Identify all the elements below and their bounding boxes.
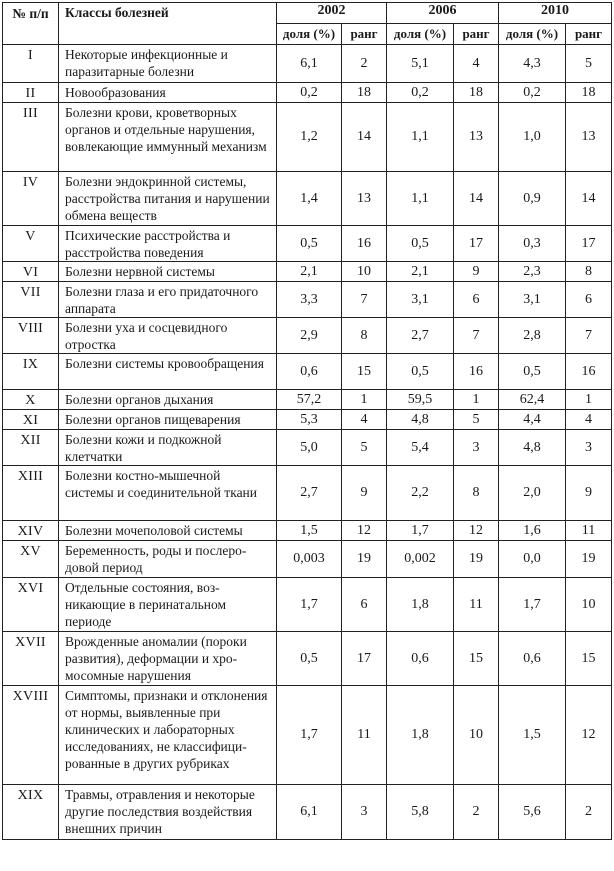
share-2006: 59,5 — [387, 390, 454, 410]
share-2010: 1,7 — [499, 578, 566, 632]
disease-class-name: Болезни уха и сосцевидного отростка — [59, 318, 277, 354]
disease-class-name: Болезни крови, кроветворных органов и отдельные нарушения, вовлекающие иммунный механизм — [59, 103, 277, 172]
table-row — [3, 354, 612, 390]
row-number: X — [3, 390, 59, 410]
rank-2010: 16 — [566, 354, 612, 390]
table-row — [3, 390, 612, 410]
header-row-years — [3, 3, 612, 24]
disease-class-name: Психические расстройства и расстройства поведения — [59, 226, 277, 262]
rank-2010: 2 — [566, 785, 612, 840]
table-row — [3, 226, 612, 262]
disease-class-name: Болезни нервной системы — [59, 262, 277, 282]
header-share-2002: доля (%) — [277, 24, 342, 45]
share-2010: 0,2 — [499, 83, 566, 103]
rank-2002: 4 — [342, 410, 387, 430]
rank-2010: 11 — [566, 521, 612, 541]
share-2010: 1,6 — [499, 521, 566, 541]
table-row — [3, 103, 612, 172]
rank-2002: 10 — [342, 262, 387, 282]
rank-2002: 6 — [342, 578, 387, 632]
share-2002: 57,2 — [277, 390, 342, 410]
rank-2010: 18 — [566, 83, 612, 103]
share-2006: 4,8 — [387, 410, 454, 430]
rank-2002: 5 — [342, 430, 387, 466]
rank-2006: 12 — [454, 521, 499, 541]
rank-2006: 2 — [454, 785, 499, 840]
disease-class-name: Болезни органов дыхания — [59, 390, 277, 410]
disease-class-name: Некоторые инфекционные и паразитарные болезни — [59, 45, 277, 83]
rank-2002: 12 — [342, 521, 387, 541]
rank-2006: 1 — [454, 390, 499, 410]
table-row — [3, 578, 612, 632]
row-number: VIII — [3, 318, 59, 354]
rank-2002: 9 — [342, 466, 387, 521]
rank-2006: 17 — [454, 226, 499, 262]
rank-2006: 5 — [454, 410, 499, 430]
share-2002: 0,5 — [277, 632, 342, 686]
share-2006: 1,1 — [387, 103, 454, 172]
row-number: I — [3, 45, 59, 83]
share-2002: 0,6 — [277, 354, 342, 390]
table-row — [3, 410, 612, 430]
rank-2002: 3 — [342, 785, 387, 840]
share-2006: 2,7 — [387, 318, 454, 354]
table-row — [3, 541, 612, 578]
row-number: IX — [3, 354, 59, 390]
share-2002: 1,4 — [277, 172, 342, 226]
share-2010: 2,0 — [499, 466, 566, 521]
row-number: II — [3, 83, 59, 103]
row-number: XIX — [3, 785, 59, 840]
rank-2002: 15 — [342, 354, 387, 390]
disease-class-name: Симптомы, признаки и отклонения от нормы, выявленные при клинических и лабораторных исследованиях, не классифицированные в других рубриках — [59, 686, 277, 785]
disease-class-name: Болезни системы кровообращения — [59, 354, 277, 390]
share-2006: 1,8 — [387, 686, 454, 785]
header-share-2010: доля (%) — [499, 24, 566, 45]
share-2010: 62,4 — [499, 390, 566, 410]
header-rank-2006: ранг — [454, 24, 499, 45]
disease-class-name: Болезни эндокринной системы, расстройства питания и нарушении обмена веществ — [59, 172, 277, 226]
table-body — [3, 45, 612, 840]
disease-class-name: Болезни органов пищеварения — [59, 410, 277, 430]
row-number: III — [3, 103, 59, 172]
row-number: VI — [3, 262, 59, 282]
share-2002: 0,003 — [277, 541, 342, 578]
header-rank-2010: ранг — [566, 24, 612, 45]
share-2002: 0,2 — [277, 83, 342, 103]
rank-2010: 5 — [566, 45, 612, 83]
rank-2010: 14 — [566, 172, 612, 226]
rank-2010: 6 — [566, 282, 612, 318]
rank-2002: 11 — [342, 686, 387, 785]
row-number: IV — [3, 172, 59, 226]
row-number: XII — [3, 430, 59, 466]
share-2010: 5,6 — [499, 785, 566, 840]
share-2010: 4,4 — [499, 410, 566, 430]
row-number: XVI — [3, 578, 59, 632]
rank-2006: 6 — [454, 282, 499, 318]
row-number: XIV — [3, 521, 59, 541]
disease-class-name: Болезни мочеполовой системы — [59, 521, 277, 541]
rank-2010: 10 — [566, 578, 612, 632]
header-rank-2002: ранг — [342, 24, 387, 45]
disease-class-name: Отдельные состояния, возникающие в перинатальном периоде — [59, 578, 277, 632]
share-2002: 2,7 — [277, 466, 342, 521]
share-2006: 1,1 — [387, 172, 454, 226]
header-year-2010: 2010 — [499, 3, 612, 24]
header-num: № п/п — [3, 3, 59, 45]
rank-2006: 14 — [454, 172, 499, 226]
rank-2010: 3 — [566, 430, 612, 466]
share-2010: 4,8 — [499, 430, 566, 466]
table-row — [3, 632, 612, 686]
share-2006: 0,6 — [387, 632, 454, 686]
share-2010: 0,9 — [499, 172, 566, 226]
share-2002: 6,1 — [277, 45, 342, 83]
row-number: V — [3, 226, 59, 262]
rank-2002: 7 — [342, 282, 387, 318]
rank-2006: 10 — [454, 686, 499, 785]
disease-class-name: Новообразования — [59, 83, 277, 103]
share-2002: 5,0 — [277, 430, 342, 466]
rank-2006: 8 — [454, 466, 499, 521]
share-2010: 2,8 — [499, 318, 566, 354]
share-2002: 2,1 — [277, 262, 342, 282]
share-2002: 5,3 — [277, 410, 342, 430]
share-2010: 2,3 — [499, 262, 566, 282]
rank-2010: 15 — [566, 632, 612, 686]
rank-2002: 18 — [342, 83, 387, 103]
share-2010: 0,3 — [499, 226, 566, 262]
rank-2010: 8 — [566, 262, 612, 282]
share-2002: 1,2 — [277, 103, 342, 172]
share-2006: 5,8 — [387, 785, 454, 840]
share-2010: 0,0 — [499, 541, 566, 578]
rank-2010: 19 — [566, 541, 612, 578]
rank-2010: 1 — [566, 390, 612, 410]
share-2010: 0,6 — [499, 632, 566, 686]
share-2010: 1,5 — [499, 686, 566, 785]
disease-class-name: Болезни костно-мышечной системы и соединительной ткани — [59, 466, 277, 521]
share-2006: 1,7 — [387, 521, 454, 541]
table-row — [3, 318, 612, 354]
share-2006: 0,002 — [387, 541, 454, 578]
share-2006: 0,5 — [387, 226, 454, 262]
row-number: XV — [3, 541, 59, 578]
disease-class-name: Беременность, роды и послеродовой период — [59, 541, 277, 578]
share-2010: 0,5 — [499, 354, 566, 390]
share-2002: 1,7 — [277, 686, 342, 785]
disease-class-name: Врожденные аномалии (пороки развития), деформации и хромосомные нарушения — [59, 632, 277, 686]
share-2006: 5,1 — [387, 45, 454, 83]
share-2010: 1,0 — [499, 103, 566, 172]
header-share-2006: доля (%) — [387, 24, 454, 45]
share-2002: 6,1 — [277, 785, 342, 840]
share-2002: 3,3 — [277, 282, 342, 318]
share-2002: 1,7 — [277, 578, 342, 632]
rank-2010: 9 — [566, 466, 612, 521]
rank-2006: 4 — [454, 45, 499, 83]
rank-2002: 19 — [342, 541, 387, 578]
rank-2002: 2 — [342, 45, 387, 83]
header-classes: Классы болезней — [59, 3, 277, 45]
share-2002: 2,9 — [277, 318, 342, 354]
rank-2010: 4 — [566, 410, 612, 430]
rank-2010: 13 — [566, 103, 612, 172]
disease-class-name: Болезни кожи и подкожной клетчатки — [59, 430, 277, 466]
table-row — [3, 466, 612, 521]
share-2010: 3,1 — [499, 282, 566, 318]
share-2002: 1,5 — [277, 521, 342, 541]
rank-2010: 12 — [566, 686, 612, 785]
rank-2006: 16 — [454, 354, 499, 390]
disease-class-name: Болезни глаза и его придаточного аппарата — [59, 282, 277, 318]
share-2006: 2,1 — [387, 262, 454, 282]
rank-2010: 7 — [566, 318, 612, 354]
row-number: XI — [3, 410, 59, 430]
table-row — [3, 172, 612, 226]
share-2010: 4,3 — [499, 45, 566, 83]
disease-class-name: Травмы, отравления и некоторые другие последствия воздействия внешних причин — [59, 785, 277, 840]
share-2006: 3,1 — [387, 282, 454, 318]
share-2002: 0,5 — [277, 226, 342, 262]
rank-2010: 17 — [566, 226, 612, 262]
row-number: XIII — [3, 466, 59, 521]
table-row — [3, 521, 612, 541]
rank-2002: 1 — [342, 390, 387, 410]
row-number: VII — [3, 282, 59, 318]
rank-2006: 11 — [454, 578, 499, 632]
rank-2006: 3 — [454, 430, 499, 466]
table-row — [3, 686, 612, 785]
share-2006: 5,4 — [387, 430, 454, 466]
row-number: XVIII — [3, 686, 59, 785]
rank-2002: 8 — [342, 318, 387, 354]
table-row — [3, 430, 612, 466]
table-row — [3, 282, 612, 318]
rank-2006: 15 — [454, 632, 499, 686]
rank-2006: 19 — [454, 541, 499, 578]
rank-2006: 9 — [454, 262, 499, 282]
table-row — [3, 45, 612, 83]
rank-2006: 13 — [454, 103, 499, 172]
row-number: XVII — [3, 632, 59, 686]
rank-2002: 17 — [342, 632, 387, 686]
disease-classes-table — [2, 2, 612, 840]
rank-2006: 7 — [454, 318, 499, 354]
table-row — [3, 262, 612, 282]
header-year-2006: 2006 — [387, 3, 499, 24]
rank-2006: 18 — [454, 83, 499, 103]
share-2006: 2,2 — [387, 466, 454, 521]
rank-2002: 13 — [342, 172, 387, 226]
rank-2002: 14 — [342, 103, 387, 172]
share-2006: 0,2 — [387, 83, 454, 103]
rank-2002: 16 — [342, 226, 387, 262]
table-row — [3, 83, 612, 103]
table-row — [3, 785, 612, 840]
share-2006: 1,8 — [387, 578, 454, 632]
header-year-2002: 2002 — [277, 3, 387, 24]
share-2006: 0,5 — [387, 354, 454, 390]
